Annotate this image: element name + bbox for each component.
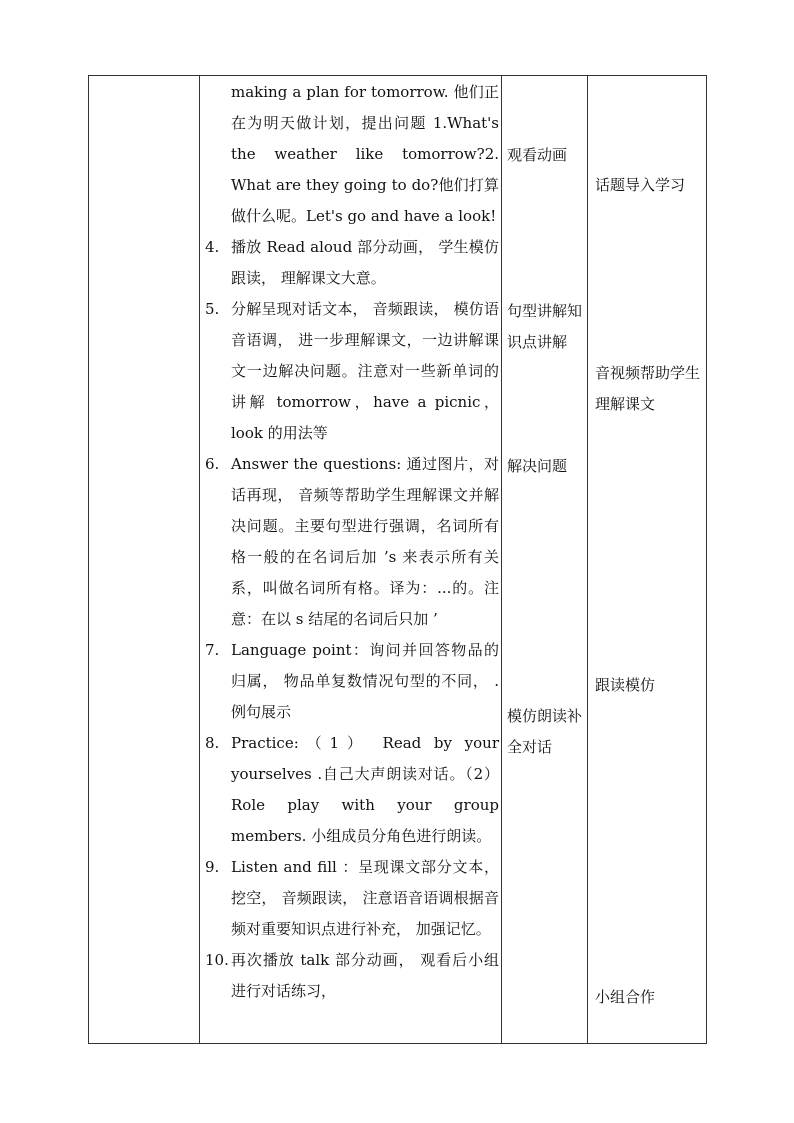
step-text: 再次播放 talk 部分动画， 观看后小组进行对话练习， (231, 951, 499, 1000)
step-number: 10. (205, 951, 229, 969)
step-number: 5. (205, 300, 220, 318)
step-number: 8. (205, 734, 220, 752)
step-number: 7. (205, 641, 220, 659)
student-activity: 模仿朗读补全对话 (507, 707, 583, 756)
step-text: 播放 Read aloud 部分动画， 学生模仿跟读， 理解课文大意。 (231, 238, 499, 287)
column-divider (587, 76, 588, 1043)
student-activity: 解决问题 (507, 457, 568, 475)
teaching-steps-cell (199, 77, 499, 1007)
design-intent: 小组合作 (595, 988, 656, 1006)
step-number: 6. (205, 455, 220, 473)
column-divider (501, 76, 502, 1043)
step-text: 分解呈现对话文本， 音频跟读， 模仿语音语调， 进一步理解课文，一边讲解课文一边解决问题。注意对一些新单词的讲解 tomorrow，have a picnic，look 的用法等 (231, 300, 499, 442)
design-intent: 话题导入学习 (595, 176, 686, 194)
step-item (199, 635, 499, 728)
step-item (199, 449, 499, 635)
step-text: Answer the questions: 通过图片，对话再现， 音频等帮助学生理解课文并解决问题。主要句型进行强调，名词所有格一般的在名词后加 ’s 来表示所有关系，叫做名词所有格。译为：...的。注意：在以 s 结尾的名词后只加 ’ (231, 455, 499, 628)
design-intent: 音视频帮助学生理解课文 (595, 364, 701, 413)
student-activity: 观看动画 (507, 146, 568, 164)
design-intent: 跟读模仿 (595, 676, 656, 694)
step-item (199, 294, 499, 449)
step-number: 4. (205, 238, 220, 256)
step-item (199, 728, 499, 852)
step-number: 9. (205, 858, 220, 876)
step-item (199, 945, 499, 1007)
intro-text: making a plan for tomorrow. 他们正在为明天做计划，提出问题 1.What's the weather like tomorrow?2. What are they going to do?他们打算做什么呢。Let's go and have a look! (231, 83, 499, 225)
student-activity: 句型讲解知识点讲解 (507, 302, 583, 351)
step-text: Listen and fill ：呈现课文部分文本，挖空， 音频跟读， 注意语音语调根据音频对重要知识点进行补充， 加强记忆。 (231, 858, 499, 938)
step-item (199, 232, 499, 294)
step-item (199, 852, 499, 945)
lesson-table (88, 75, 707, 1044)
step-text: Language point：询问并回答物品的归属， 物品单复数情况句型的不同， .例句展示 (231, 641, 499, 721)
step-text: Practice:（1） Read by your yourselves .自己大声朗读对话。（2） Role play with your group members. 小组成员分角色进行朗读。 (231, 734, 499, 845)
